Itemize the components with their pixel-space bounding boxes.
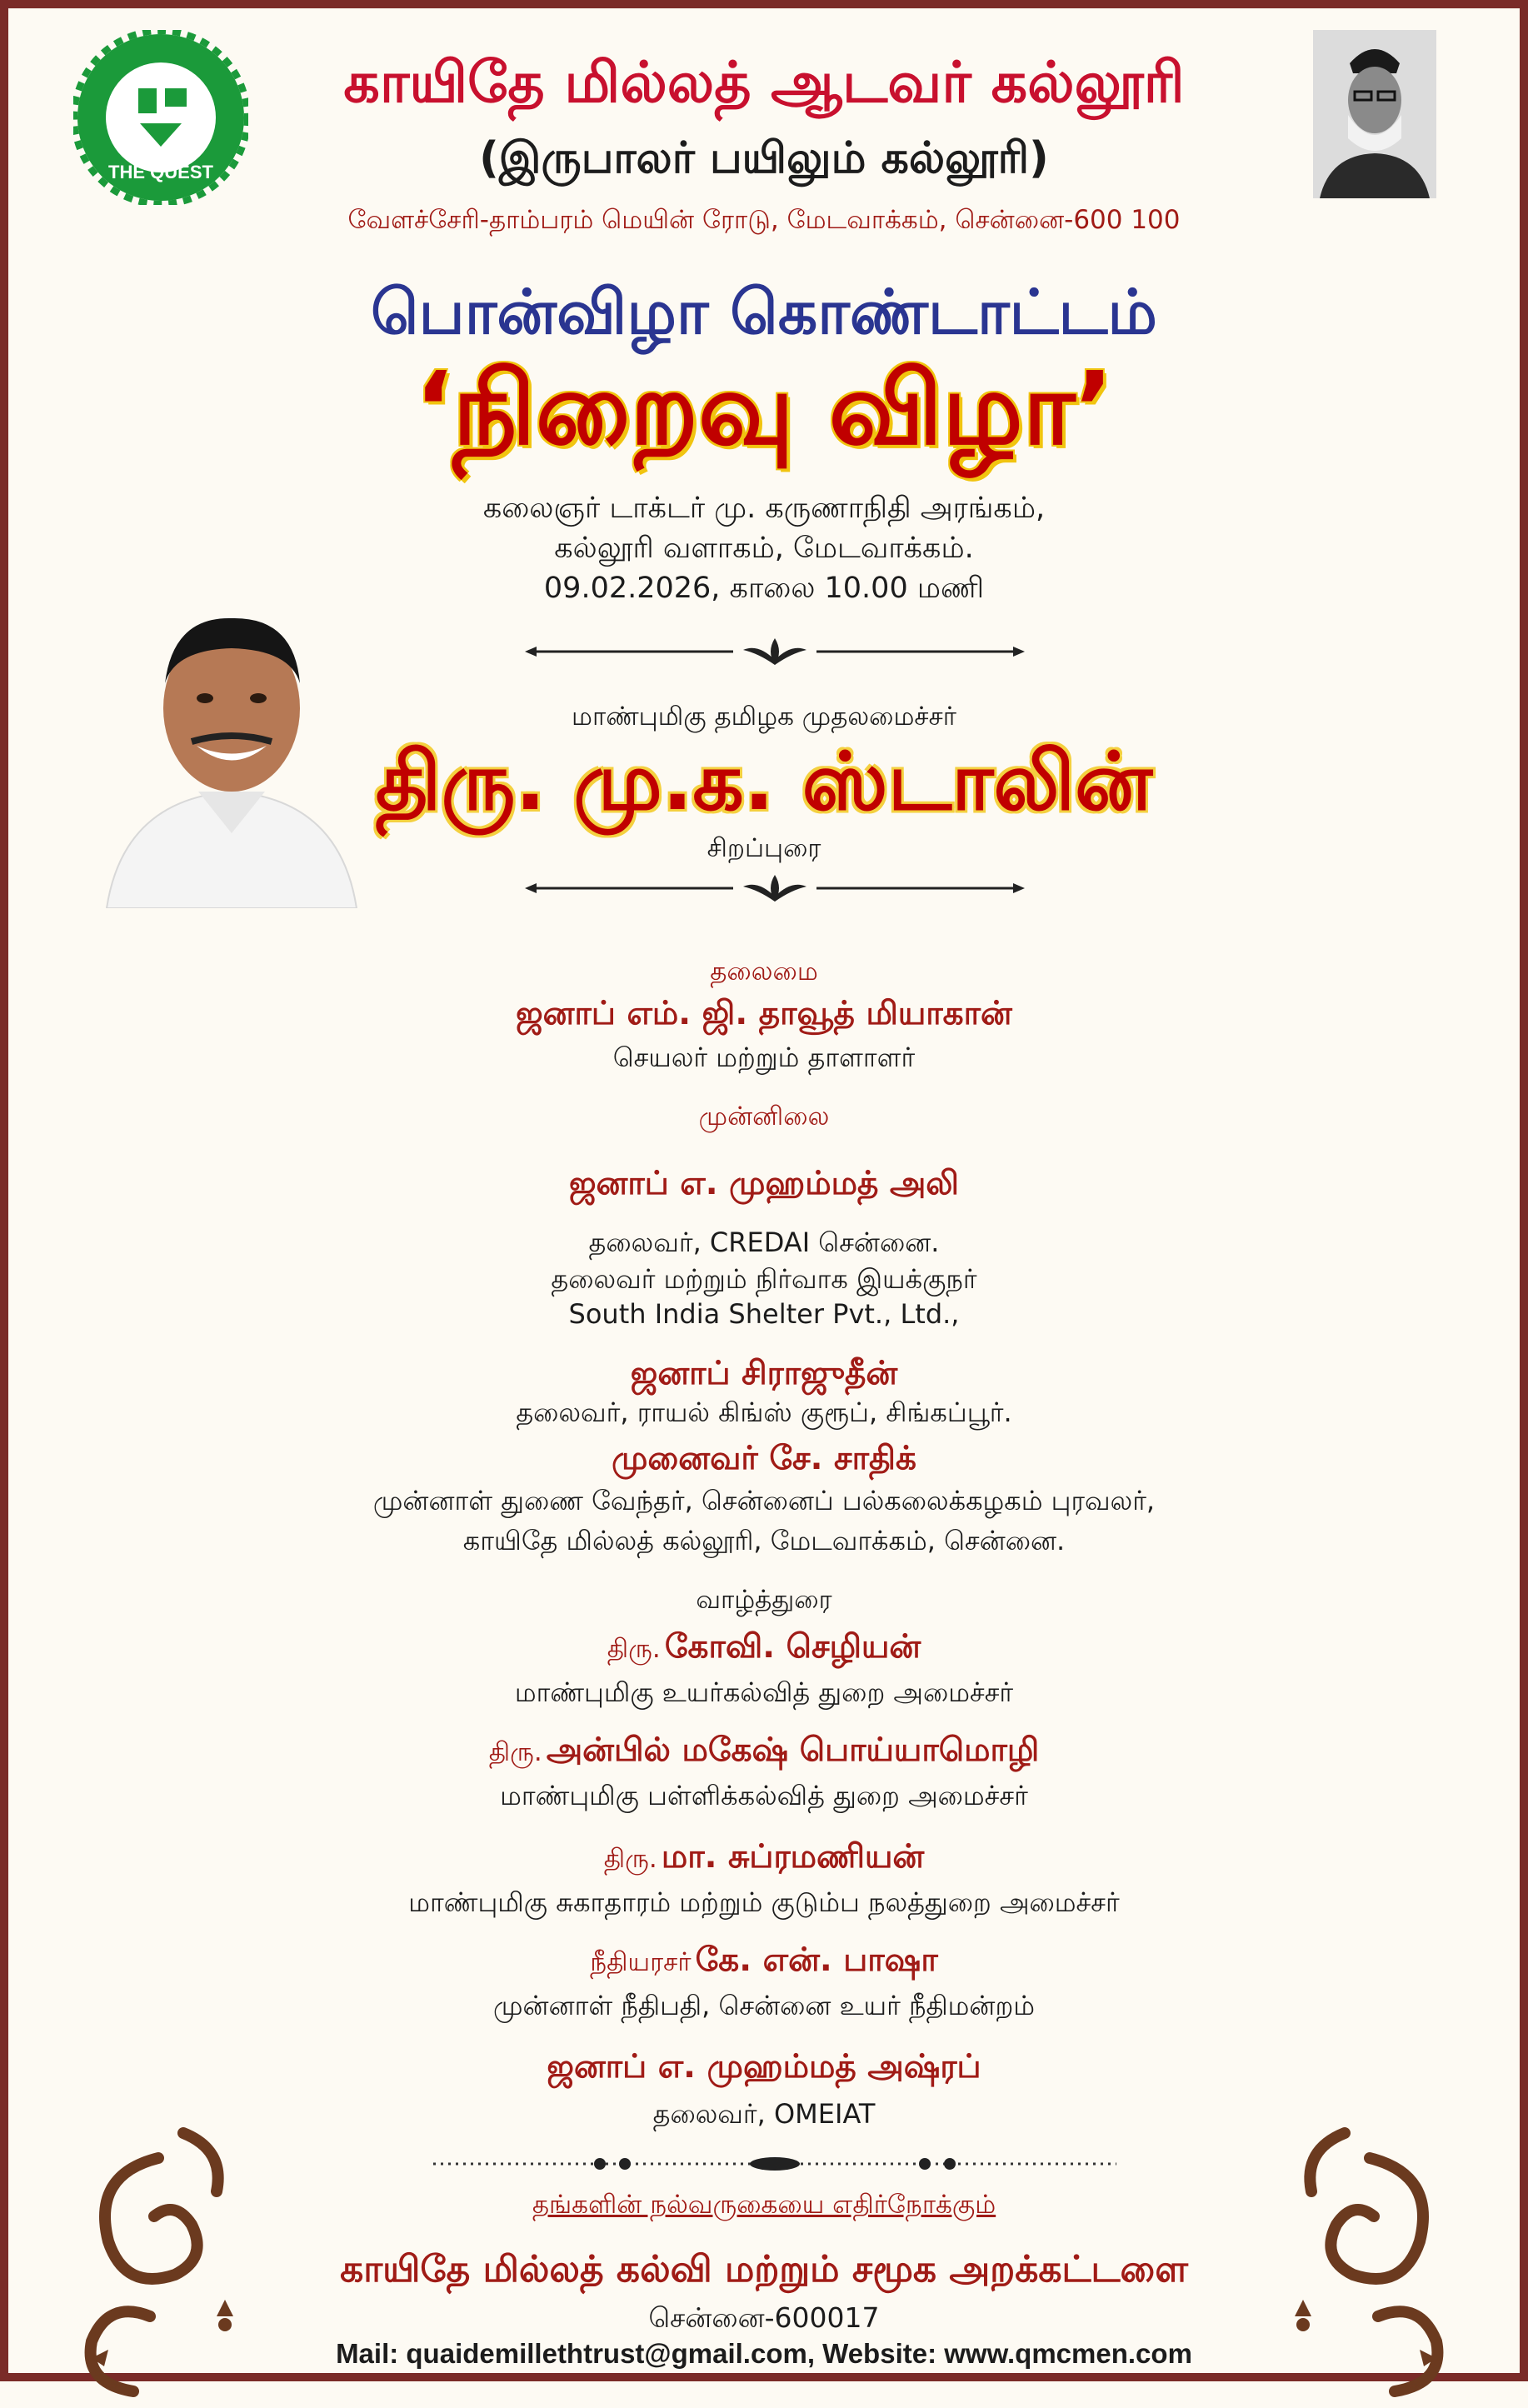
presiding-heading: தலைமை: [710, 957, 818, 987]
presence-name: ஜனாப் சிராஜுதீன்: [630, 1355, 898, 1392]
presence-desc: தலைவர், CREDAI சென்னை.: [588, 1226, 940, 1258]
chief-guest-role: சிறப்புரை: [707, 833, 821, 863]
presence-name: ஜனாப் எ. முஹம்மத் அலி: [568, 1165, 960, 1202]
contact-line: Mail: quaidemillethtrust@gmail.com, Website: www.qmcmen.com: [336, 2338, 1192, 2369]
felicitation-entry: [8, 1731, 1520, 1773]
trust-name: காயிதே மில்லத் கல்வி மற்றும் சமூக அறக்கட்டளை: [340, 2248, 1188, 2291]
felicitation-name: ஜனாப் எ. முஹம்மத் அஷ்ரப்: [547, 2048, 981, 2086]
felicitation-heading: வாழ்த்துரை: [696, 1585, 832, 1615]
name-prefix: திரு.: [488, 1737, 542, 1767]
divider-ornament: [525, 635, 1025, 668]
chief-guest-title: மாண்புமிகு தமிழக முதலமைச்சர்: [572, 702, 956, 732]
presiding-desc: செயலர் மற்றும் தாளாளர்: [612, 1042, 916, 1073]
felicitation-entry: [8, 1838, 1520, 1880]
felicitation-desc: மாண்புமிகு சுகாதாரம் மற்றும் குடும்ப நலத்துறை அமைச்சர்: [408, 1886, 1120, 1918]
college-subtitle: (இருபாலர் பயிலும் கல்லூரி): [479, 133, 1049, 183]
felicitation-entry: [8, 2048, 1520, 2090]
presence-desc: முன்னாள் துணை வேந்தர், சென்னைப் பல்கலைக்கழகம் புரவலர்,: [372, 1485, 1156, 1516]
presence-desc: South India Shelter Pvt., Ltd.,: [568, 1298, 960, 1330]
presence-name: முனைவர் சே. சாதிக்: [612, 1440, 916, 1477]
name-prefix: திரு.: [607, 1634, 661, 1664]
welcome-line: தங்களின் நல்வருகையை எதிர்நோக்கும்: [532, 2190, 996, 2220]
event-name: ‘நிறைவு விழா’: [414, 352, 1114, 467]
felicitation-desc: தலைவர், OMEIAT: [652, 2098, 876, 2130]
chief-guest-name: திரு. மு.க. ஸ்டாலின்: [375, 735, 1153, 828]
logo-text: THE QUEST: [108, 162, 213, 182]
presence-desc: காயிதே மில்லத் கல்லூரி, மேடவாக்கம், சென்னை.: [462, 1525, 1066, 1556]
felicitation-name: கே. என். பாஷா: [695, 1941, 938, 1979]
felicitation-name: மா. சுப்ரமணியன்: [661, 1838, 925, 1876]
presence-desc: தலைவர் மற்றும் நிர்வாக இயக்குநர்: [551, 1263, 977, 1295]
felicitation-entry: [8, 1628, 1520, 1670]
college-address: வேளச்சேரி-தாம்பரம் மெயின் ரோடு, மேடவாக்கம், சென்னை-600 100: [347, 205, 1181, 235]
felicitation-desc: மாண்புமிகு உயர்கல்வித் துறை அமைச்சர்: [514, 1676, 1014, 1708]
presence-desc: தலைவர், ராயல் கிங்ஸ் குரூப், சிங்கப்பூர்.: [516, 1396, 1012, 1428]
felicitation-desc: மாண்புமிகு பள்ளிக்கல்வித் துறை அமைச்சர்: [500, 1780, 1028, 1811]
name-prefix: திரு.: [603, 1844, 657, 1874]
felicitation-name: கோவி. செழியன்: [664, 1628, 921, 1666]
name-prefix: நீதியரசர்: [590, 1947, 692, 1977]
venue-line-1: கலைஞர் டாக்டர் மு. கருணாநிதி அரங்கம்,: [482, 492, 1046, 525]
presiding-name: ஜனாப் எம். ஜி. தாவூத் மியாகான்: [516, 995, 1012, 1032]
felicitation-name: அன்பில் மகேஷ் பொய்யாமொழி: [546, 1731, 1040, 1769]
event-title: பொன்விழா கொண்டாட்டம்: [371, 277, 1157, 348]
felicitation-desc: முன்னாள் நீதிபதி, சென்னை உயர் நீதிமன்றம்: [493, 1990, 1035, 2021]
presence-heading: முன்னிலை: [698, 1102, 830, 1132]
venue-line-2: கல்லூரி வளாகம், மேடவாக்கம்.: [554, 532, 974, 565]
dotted-divider: [433, 2151, 1116, 2176]
trust-city: சென்னை-600017: [648, 2301, 880, 2334]
college-name: காயிதே மில்லத் ஆடவர் கல்லூரி: [343, 50, 1185, 116]
felicitation-entry: [8, 1941, 1520, 1983]
divider-ornament: [525, 872, 1025, 905]
event-datetime: 09.02.2026, காலை 10.00 மணி: [543, 572, 985, 605]
